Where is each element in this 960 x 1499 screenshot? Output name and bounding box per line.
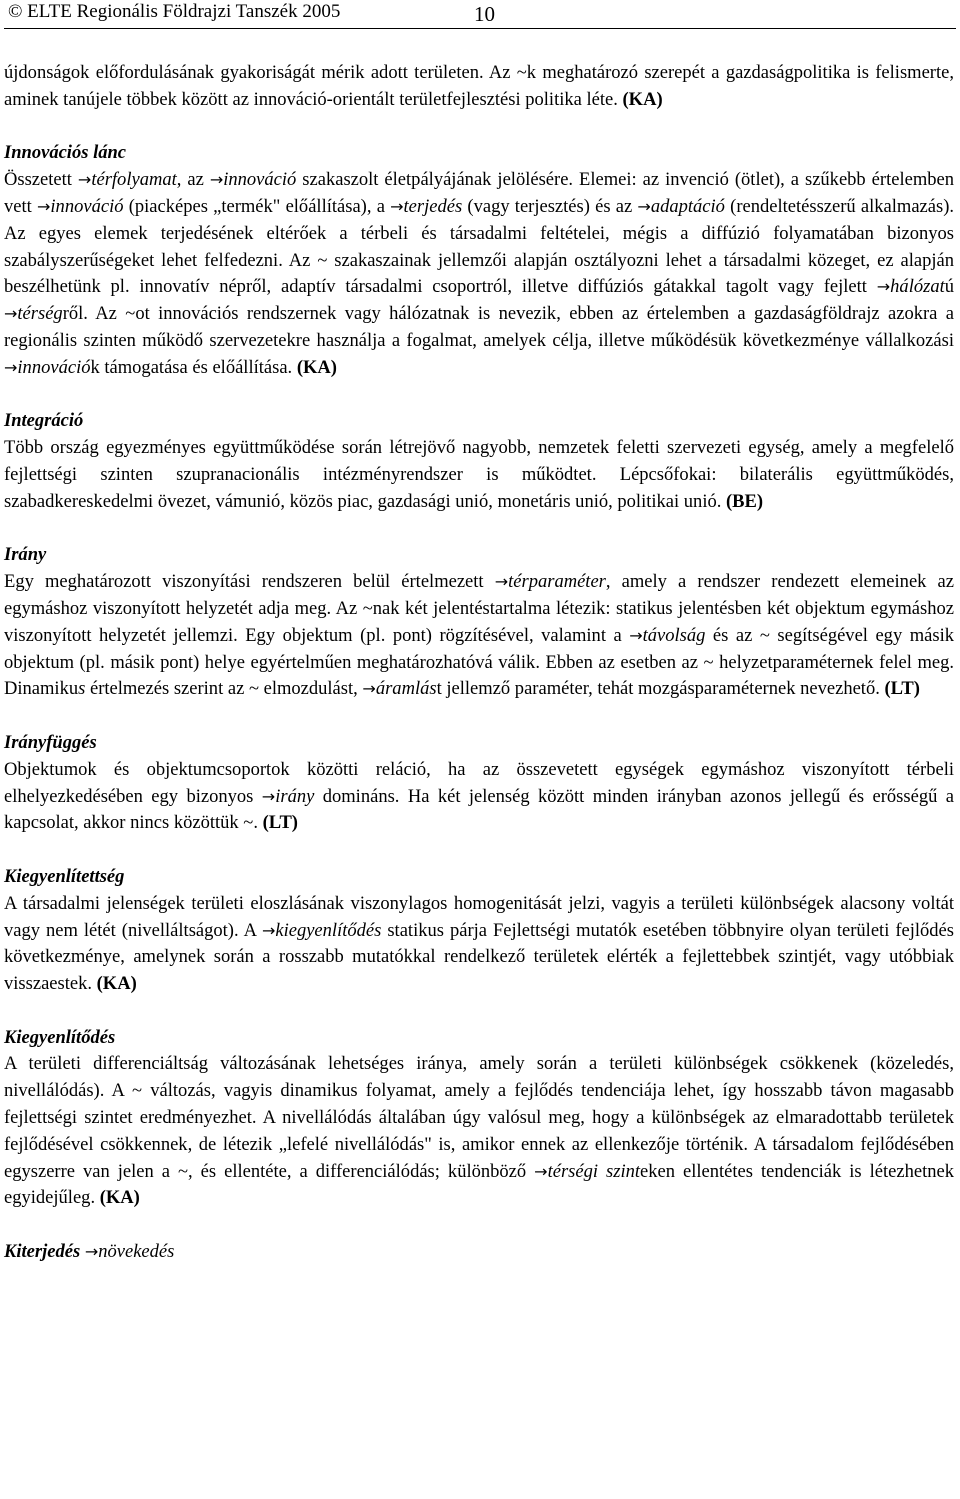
entry-term-irany: Irány [4,544,47,566]
author-tag: (KA) [622,88,663,110]
definition-text: Egy meghatározott viszonyítási rendszeren belül értelmezett [4,571,495,593]
definition-text: , az [176,169,210,191]
entry-term-kiegyenlitettseg: Kiegyenlítettség [4,865,125,887]
page-header [4,0,956,30]
entry-definition-kiegyenlitodes [4,1051,954,1212]
entry-spacer [4,837,954,864]
definition-text: ú [944,276,954,298]
definition-text: (rendeltetésszerű alkalmazás). Az egyes elemek terjedésének eltérőek a térbeli és társadalmi feltételei, mégis a diffúzió folyamatában bizonyos szabályszerűségeket lehet felfedezni. Az ~ szakaszainak jellemzői alapján osztályozni lehet a társadalmi közeget, ez alapján beszélhetünk pl. innovatív népről, adaptív társadalmi csoportról, illetve diffúziós gátakkal tagolt vagy fejlett [4,195,955,298]
cross-reference-link[interactable]: adaptáció [650,195,725,217]
definition-text: A területi differenciáltság változásának lehetséges iránya, amely során a területi különbségek csökkenek (közeledés, nivellálódás). A ~ változás, vagyis dinamikus folyamat, amely a fejlődés tendenciája lehet, így hosszabb távon magasabb fejlettségi szintet eredményezhet. A nivellálódás általában úgy valósul meg, hogy a különbségek az elmaradottabb területek fejlődésével csökkennek, de létezik „lefelé nivellálódás" is, amikor ennek az ellenkezője történik. A társadalom fejlődésében egyszerre van jelen a ~, és ellentéte, a differenciálódás; különböző [4,1053,954,1182]
arrow-icon: → [4,357,18,377]
entry-term-kiterjedes: Kiterjedés [4,1241,81,1263]
definition-text: és az ~ segítségével egy másik objektum (pl. másik pont) helye egyértelműen meghatározhatóvá válik. Ebben az esetben az ~ helyzetparaméternek felel meg. Dinamiku [4,624,954,700]
cross-reference-link[interactable]: áramlás [375,678,437,700]
page-body [4,60,954,1266]
arrow-icon: → [390,196,404,216]
cross-reference-link[interactable]: innováció [17,356,91,378]
definition-text: k támogatása és előállítása. [90,356,297,378]
arrow-icon: → [4,304,18,324]
entry-spacer [4,1212,954,1239]
arrow-icon: → [37,196,51,216]
entry-term-kiterjedes-line [4,1239,954,1266]
definition-text: Objektumok és objektumcsoportok közötti reláció, ha az összevetett egységek egymáshoz viszonyított térbeli elhelyezkedésében egy bizonyos [4,758,954,807]
cross-reference-link[interactable]: térség [17,303,63,325]
entry-definition-kiegyenlitettseg [4,891,954,998]
arrow-icon: → [876,277,891,297]
header-rule [4,28,956,29]
arrow-icon: → [261,920,276,940]
entry-spacer [4,114,954,141]
entry-term-innovacios-lanc: Innovációs lánc [4,142,127,164]
definition-text: eken ellentétes tendenciák is létezhetnek egyidejűleg. [4,1160,954,1209]
cross-reference-link[interactable]: hálózat [890,276,945,298]
definition-text: értelmezés szerint az ~ elmozdulást, [85,678,363,700]
cross-reference-link[interactable]: kiegyenlítődés [275,919,382,941]
entry-definition-iranyfugges [4,757,954,837]
cross-reference-link[interactable]: növekedés [98,1241,175,1263]
arrow-icon: → [209,170,224,190]
arrow-icon: → [362,679,376,699]
intro-paragraph [4,60,954,114]
definition-text: szakaszolt életpályájának jelölésére. Elemei: az invenció (ötlet), a szűkebb értelemben vett [4,169,955,217]
cross-reference-link[interactable]: terjedés [403,195,463,217]
entry-spacer [4,516,954,543]
cross-reference-link[interactable]: térparaméter [508,571,606,593]
entry-term-iranyfugges: Irányfüggés [4,731,97,753]
author-tag: (BE) [726,490,764,512]
page-number: 10 [474,2,495,26]
entry-term-integracio: Integráció [4,410,84,432]
entry-definition-innovacios-lanc [4,167,954,381]
definition-text: statikus párja Fejlettségi mutatók esetében többnyire olyan területi fejlődés következménye, amelynek során a rosszabb mutatókkal rendelkező területek elérték a fejlettebbek szintjét, vagy utóbbiak visszaestek. [4,919,954,995]
intro-text: újdonságok előfordulásának gyakoriságát mérik adott területen. Az ~k meghatározó szerepét a gazdaságpolitika is felismerte, aminek tanújele többek között az innováció-orientált területfejlesztési politika léte. [4,62,954,110]
author-tag: (LT) [262,812,298,834]
author-tag: (KA) [96,973,137,995]
arrow-icon: → [494,572,509,592]
author-tag: (LT) [884,678,920,700]
entry-definition-irany [4,569,954,703]
definition-text: (vagy terjesztés) és az [462,195,638,217]
author-tag: (KA) [296,356,337,378]
entry-term-kiegyenlitodes: Kiegyenlítődés [4,1026,116,1048]
cross-reference-link[interactable]: térfolyamat [91,169,177,191]
definition-text: ről. Az ~ot innovációs rendszernek vagy hálózatnak is nevezik, ebben az értelemben a gazdaságföldrajz azokra a regionális szinten működő szervezetekre használja a fogalmat, amelyek célja, illetve működésük következménye vállalkozási [4,303,954,351]
entry-spacer [4,998,954,1025]
definition-text: , amely a rendszer rendezett elemeinek az egymáshoz viszonyított helyzetét adja meg. Az ~nak két jelentéstartalma létezik: statikus jelentésben két objektum egymáshoz viszonyított helyzetét jellemzi. Egy objektum (pl. pont) rögzítésével, valamint a [4,571,955,646]
definition-text: (piacképes „termék" előállítása), a [123,195,391,217]
definition-text: Több ország egyezményes együttműködése során létrejövő nagyobb, nemzetek feletti szervezeti egység, amely a megfelelő fejlettségi szinten szupranacionális intézményrendszer is működtet. Lépcsőfokai: bilaterális együttműködés, szabadkereskedelmi övezet, vámunió, közös piac, gazdasági unió, monetáris unió, politikai unió. [4,437,954,512]
definition-text: Összetett [4,169,78,191]
arrow-icon: → [261,786,276,806]
entry-definition-integracio [4,435,954,515]
cross-reference-link[interactable]: térségi szint [547,1160,641,1182]
header-copyright: © ELTE Regionális Földrajzi Tanszék 2005 [8,1,341,22]
cross-reference-link[interactable]: távolság [642,624,706,646]
author-tag: (KA) [99,1187,140,1209]
arrow-icon: → [84,1242,99,1262]
entry-spacer [4,382,954,409]
arrow-icon: → [637,196,651,216]
arrow-icon: → [534,1161,548,1181]
cross-reference-link[interactable]: innováció [50,195,124,217]
cross-reference-link[interactable]: irány [275,785,315,807]
definition-text: t jellemző paraméter, tehát mozgásparaméternek nevezhető. [436,678,885,700]
italic-letter: s [78,678,86,700]
definition-text: A társadalmi jelenségek területi eloszlásának viszonylagos homogenitását jelzi, vagyis a területi különbségek alacsony voltát vagy nem létét (nivelláltságot). A [4,892,954,941]
entry-spacer [4,703,954,730]
arrow-icon: → [77,170,92,190]
definition-text: domináns. Ha két jelenség között minden irányban azonos jellegű és erősségű a kapcsolat, akkor nincs közöttük ~. [4,785,954,834]
arrow-icon: → [629,625,643,645]
cross-reference-link[interactable]: innováció [223,169,297,191]
